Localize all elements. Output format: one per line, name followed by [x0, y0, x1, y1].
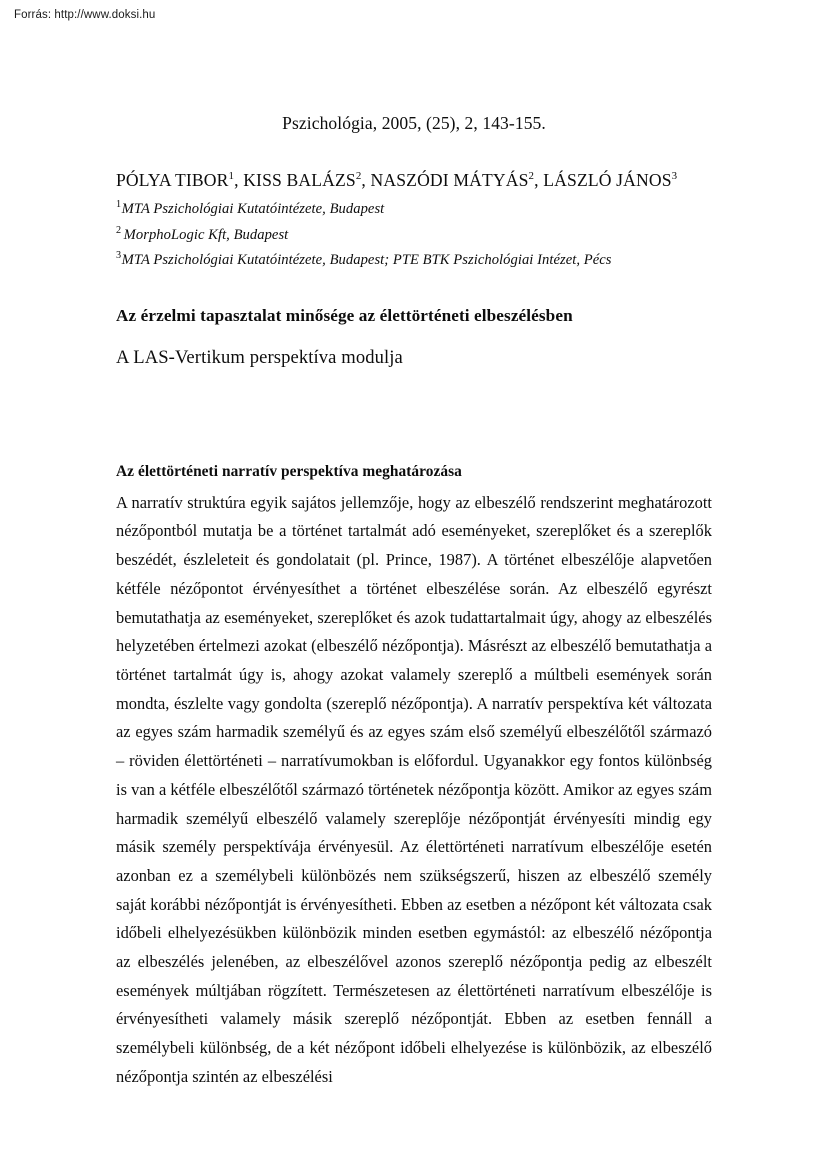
author-marker-2: 2: [355, 170, 362, 183]
author-name-3: NASZÓDI MÁTYÁS: [370, 170, 529, 190]
affiliation-marker-2: 2: [116, 224, 122, 236]
page-title: Az érzelmi tapasztalat minősége az élettörténeti elbeszélésben: [116, 305, 573, 325]
affiliation-item-1: [116, 199, 712, 217]
affiliation-text-1: MTA Pszichológiai Kutatóintézete, Budapest: [121, 201, 385, 217]
author-line: [116, 170, 712, 191]
affiliation-item-2: [116, 224, 712, 243]
section-heading: Az élettörténeti narratív perspektíva meghatározása: [116, 462, 462, 480]
affiliation-list: [116, 199, 712, 269]
section-body-paragraph: A narratív struktúra egyik sajátos jellemzője, hogy az elbeszélő rendszerint meghatározott nézőpontból mutatja be a történet tartalmát adó eseményeket, szereplőket és a szereplők beszédét, észleleteit és gondolatait (pl. Prince, 1987). A történet elbeszélője alapvetően kétféle nézőpontot érvényesíthet a történet elbeszélése során. Az elbeszélő egyrészt bemutathatja az eseményeket, szereplőket és azok tudattartalmait úgy, ahogy az elbeszélés helyzetében értelmezi azokat (elbeszélő nézőpontja). Másrészt az elbeszélő bemutathatja a történet tartalmát úgy is, ahogy azokat valamely szereplő a múltbeli események során mondta, észlelte vagy gondolta (szereplő nézőpontja). A narratív perspektíva két változata az egyes szám harmadik személyű és az egyes szám első személyű elbeszélőtől származó – röviden élettörténeti – narratívumokban is előfordul. Ugyanakkor egy fontos különbség is van a kétféle elbeszélőtől származó történetek nézőpontja között. Amikor az egyes szám harmadik személyű elbeszélő valamely szereplője nézőpontját érvényesíti mindig egy másik személy perspektívája érvényesül. Az élettörténeti narratívum elbeszélője esetén azonban ez a személybeli különbözés nem szükségszerű, hiszen az elbeszélő személy saját korábbi nézőpontját is érvényesítheti. Ebben az esetben a nézőpont két változata csak időbeli elhelyezésükben különbözik minden esetben egymástól: az elbeszélő nézőpontja az elbeszélés jelenében, az elbeszélővel azonos szereplő nézőpontja pedig az elbeszélt események múltjában rögzített. Természetesen az élettörténeti narratívum elbeszélője is érvényesítheti valamely másik szereplő nézőpontját. Ebben az esetben fennáll a személybeli különbség, de a két nézőpont időbeli elhelyezése is különbözik, az elbeszélő nézőpontja szintén az elbeszélési: [116, 492, 712, 1086]
affiliation-marker-3: 3: [116, 250, 122, 262]
page-content-column: [116, 0, 712, 1092]
affiliation-text-3: MTA Pszichológiai Kutatóintézete, Budapest; PTE BTK Pszichológiai Intézet, Pécs: [121, 252, 612, 269]
author-marker-3: 2: [528, 170, 535, 183]
author-name-4: LÁSZLÓ JÁNOS: [543, 170, 672, 190]
journal-citation: Pszichológia, 2005, (25), 2, 143-155.: [282, 113, 546, 133]
source-watermark: Forrás: http://www.doksi.hu: [14, 9, 156, 21]
affiliation-item-3: [116, 250, 712, 269]
author-marker-1: 1: [228, 170, 235, 183]
affiliation-marker-1: 1: [116, 199, 122, 211]
author-separator-3: ,: [534, 170, 544, 190]
author-separator-1: ,: [234, 170, 244, 190]
author-marker-4: 3: [671, 170, 678, 183]
author-separator-2: ,: [361, 170, 371, 190]
affiliation-text-2: MorphoLogic Kft, Budapest: [123, 226, 289, 243]
author-name-1: PÓLYA TIBOR: [116, 170, 229, 190]
page-subtitle: A LAS-Vertikum perspektíva modulja: [116, 346, 403, 368]
author-name-2: KISS BALÁZS: [243, 170, 356, 190]
